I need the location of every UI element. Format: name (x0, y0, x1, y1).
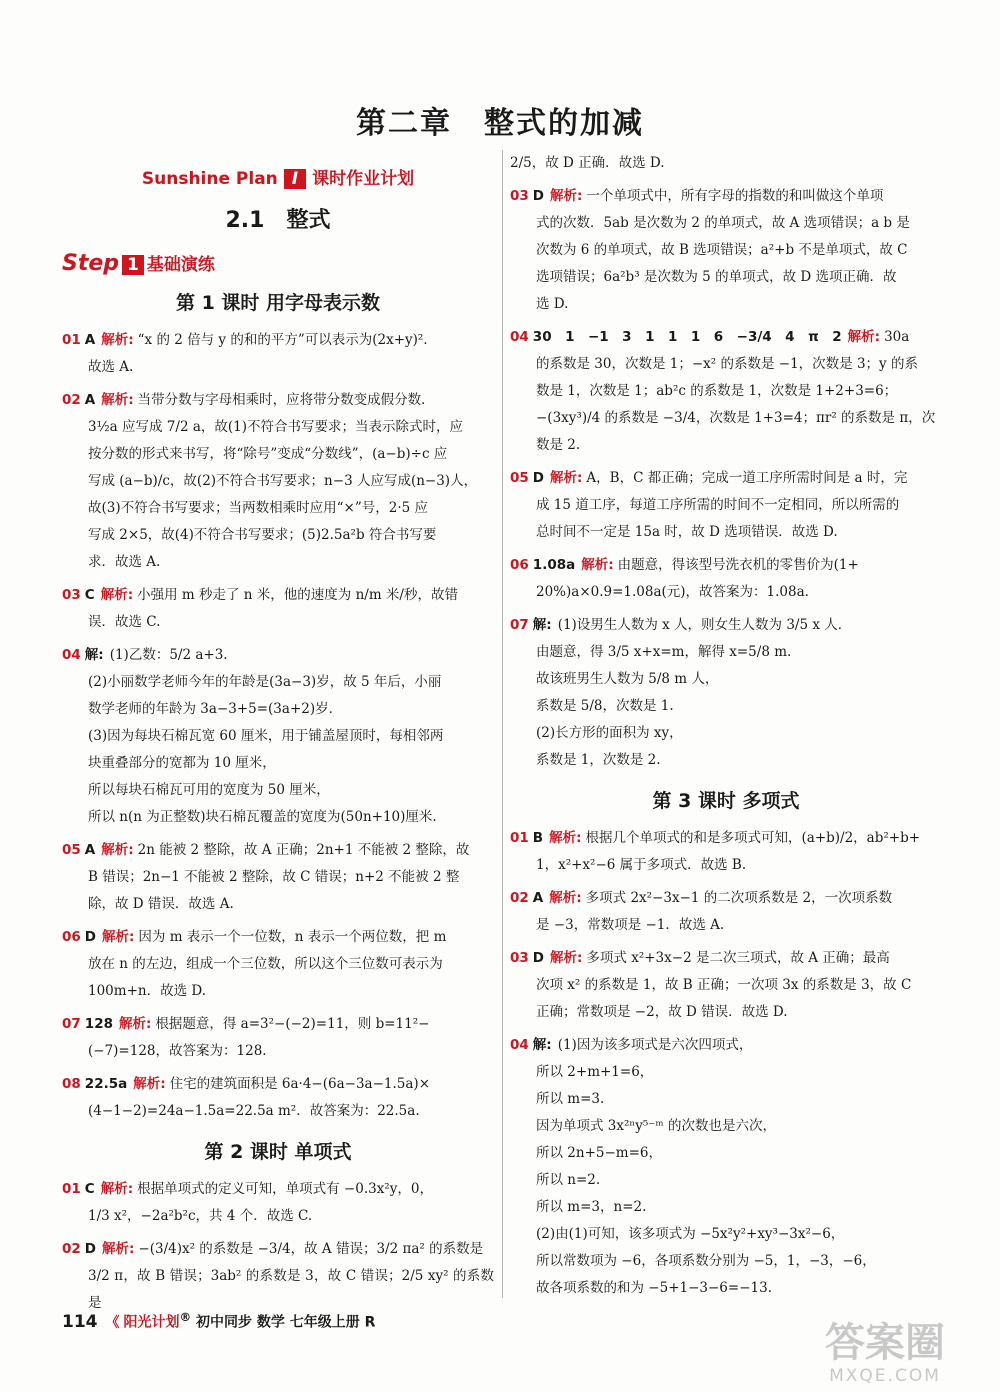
lesson-2-answers (62, 1176, 494, 1317)
question-number: 02 (62, 1241, 81, 1257)
analysis-label: 解析: (100, 1181, 134, 1197)
plan-banner (62, 164, 494, 189)
answer-text: −(3xy³)/4 的系数是 −3/4，次数是 1+3=4；πr² 的系数是 π，次 (536, 410, 936, 426)
answer-text: 次数为 6 的单项式，故 B 选项错误；a²+b 不是单项式，故 C (536, 242, 908, 258)
question-number: 03 (62, 587, 81, 603)
question-number: 02 (62, 392, 81, 408)
answer-text: 选项错误；6a²b³ 是次数为 5 的单项式，故 D 选项正确．故 (536, 269, 897, 285)
answer-text: 选 D. (536, 296, 569, 312)
question-number: 07 (62, 1016, 81, 1032)
answer-first-line (510, 183, 942, 210)
answer-text: 一个单项式中，所有字母的指数的和叫做这个单项 (586, 188, 884, 204)
step-word: Step (62, 251, 120, 276)
section-title: 2.1 整式 (225, 208, 331, 233)
answer-text: (3)因为每块石棉瓦宽 60 厘米，用于铺盖屋顶时，每相邻两 (88, 728, 444, 744)
answer-first-line (510, 552, 942, 579)
answer-item (62, 1071, 494, 1125)
answer-text: 1/3 x²，−2a²b²c，共 4 个．故选 C. (88, 1208, 313, 1224)
answer-first-line (62, 837, 494, 864)
answer-text: 所以 m=3. (536, 1091, 605, 1107)
answer-key: 解: (84, 647, 104, 663)
answer-text: 系数是 1，次数是 2. (536, 752, 661, 768)
question-number: 01 (510, 830, 529, 846)
answer-text: 放在 n 的左边，组成一个三位数，所以这个三位数可表示为 (88, 956, 443, 972)
right-column (510, 150, 942, 1308)
analysis-label: 解析: (102, 929, 135, 945)
answer-text: A，B，C 都正确；完成一道工序所需时间是 a 时，完 (586, 470, 908, 486)
answer-first-line (62, 582, 494, 609)
watermark-main: 答案圈 (825, 1320, 945, 1366)
answer-first-line (510, 150, 942, 177)
analysis-label: 解析: (101, 842, 134, 858)
answer-item (62, 387, 494, 576)
analysis-label: 解析: (847, 329, 881, 345)
answer-key: A (84, 332, 96, 348)
answer-key: A (84, 842, 96, 858)
answer-first-line (62, 1176, 494, 1203)
answer-text: 误．故选 C. (88, 614, 161, 630)
question-number: 05 (62, 842, 81, 858)
answer-key: 30 1 −1 3 1 1 1 6 −3/4 4 π 2 (532, 329, 842, 345)
answer-item (510, 1032, 942, 1302)
answer-item (510, 825, 942, 879)
answer-first-line (510, 465, 942, 492)
analysis-label: 解析: (133, 1076, 166, 1092)
analysis-label: 解析: (101, 332, 134, 348)
answer-first-line (510, 885, 942, 912)
answer-key: C (84, 587, 95, 603)
answer-text: 根据单项式的定义可知，单项式有 −0.3x²y，0， (137, 1181, 433, 1197)
analysis-label: 解析: (550, 950, 583, 966)
answer-text: 因为 m 表示一个一位数，n 表示一个两位数，把 m (138, 929, 447, 945)
answer-text: 是 −3，常数项是 −1．故选 A. (536, 917, 725, 933)
answer-item (62, 837, 494, 918)
answer-key: D (532, 188, 545, 204)
plan-badge: I (284, 169, 306, 189)
answer-text: 成 15 道工序，每道工序所需的时间不一定相同，所以所需的 (536, 497, 900, 513)
left-column (62, 150, 494, 1323)
plan-prefix: Sunshine Plan (141, 169, 278, 189)
answer-text: 按分数的形式来书写，将“除号”变成“分数线”，(a−b)÷c 应 (88, 446, 448, 462)
answer-text: 块重叠部分的宽都为 10 厘米， (88, 755, 276, 771)
answer-first-line (510, 825, 942, 852)
watermark-site: MXQE.COM (829, 1366, 941, 1386)
answer-text: 住宅的建筑面积是 6a·4−(6a−3a−1.5a)× (169, 1076, 431, 1092)
answer-text: 次项 x² 的系数是 1，故 B 正确；一次项 3x 的系数是 3，故 C (536, 977, 912, 993)
question-number: 01 (62, 332, 81, 348)
question-number: 04 (62, 647, 81, 663)
analysis-label: 解析: (550, 188, 583, 204)
footer-brand: 阳光计划 (123, 1314, 180, 1331)
double-arrow-icon: 《 (105, 1314, 120, 1331)
lesson-2-answers-cont (510, 150, 942, 774)
analysis-label: 解析: (118, 1016, 152, 1032)
answer-text: 式的次数．5ab 是次数为 2 的单项式，故 A 选项错误；a b 是 (536, 215, 910, 231)
answer-key: D (84, 929, 97, 945)
question-number: 04 (510, 1037, 529, 1053)
answer-text: 数学老师的年龄为 3a−3+5=(3a+2)岁． (88, 701, 343, 717)
answer-key: 解: (532, 1037, 552, 1053)
answer-item (510, 150, 942, 177)
answer-item (510, 612, 942, 774)
step-num: 1 (122, 255, 144, 275)
answer-key: B (532, 830, 544, 846)
answer-text: 多项式 x²+3x−2 是二次三项式，故 A 正确；最高 (586, 950, 890, 966)
chapter-title: 第二章 整式的加减 (356, 106, 644, 141)
answer-first-line (510, 612, 942, 639)
question-number: 04 (510, 329, 529, 345)
answer-text: (4−1−2)=24a−1.5a=22.5a m²．故答案为：22.5a. (88, 1103, 420, 1119)
answer-text: (−7)=128，故答案为：128. (88, 1043, 267, 1059)
answer-text: 3½a 应写成 7/2 a，故(1)不符合书写要求；当表示除式时，应 (88, 419, 463, 435)
answer-text: 根据题意，得 a=3²−(−2)=11，则 b=11²− (155, 1016, 430, 1032)
answer-item (510, 945, 942, 1026)
answer-first-line (62, 1011, 494, 1038)
analysis-label: 解析: (549, 830, 582, 846)
answer-key: C (84, 1181, 95, 1197)
answer-text: 因为单项式 3x²ⁿy⁵⁻ᵐ 的次数也是六次， (536, 1118, 776, 1134)
answer-text: 所以 2+m+1=6， (536, 1064, 654, 1080)
answer-text: 当带分数与字母相乘时，应将带分数变成假分数． (137, 392, 435, 408)
footer-book-info: 初中同步 数学 七年级上册 R (191, 1314, 376, 1331)
lesson-3-title: 第 3 课时 多项式 (652, 790, 800, 812)
step-banner (62, 250, 494, 276)
answer-item (62, 582, 494, 636)
answer-text: 故各项系数的和为 −5+1−3−6=−13. (536, 1280, 772, 1296)
answer-text: 由题意，得 3/5 x+x=m，解得 x=5/8 m. (536, 644, 792, 660)
answer-first-line (62, 327, 494, 354)
answer-text: (2)长方形的面积为 xy， (536, 725, 683, 741)
answer-text: 20%)a×0.9=1.08a(元)，故答案为：1.08a. (536, 584, 809, 600)
answer-text: (1)设男生人数为 x 人，则女生人数为 3/5 x 人． (557, 617, 852, 633)
answer-item (62, 924, 494, 1005)
answer-item (510, 552, 942, 606)
question-number: 07 (510, 617, 529, 633)
answer-first-line (510, 324, 942, 351)
answer-key: D (532, 470, 545, 486)
answer-text: 的系数是 30，次数是 1；−x² 的系数是 −1，次数是 3；y 的系 (536, 356, 918, 372)
analysis-label: 解析: (550, 470, 583, 486)
answer-text: 所以 m=3，n=2. (536, 1199, 647, 1215)
answer-text: 故(3)不符合书写要求；当两数相乘时应用“×”号，2·5 应 (88, 500, 428, 516)
registered-mark: ® (179, 1310, 192, 1324)
answer-key: D (532, 950, 545, 966)
question-number: 06 (62, 929, 81, 945)
answer-key: D (84, 1241, 97, 1257)
answer-text: 所以 n=2. (536, 1172, 601, 1188)
answer-item (62, 1011, 494, 1065)
answer-item (510, 885, 942, 939)
answer-text: 2n 能被 2 整除，故 A 正确；2n+1 不能被 2 整除，故 (137, 842, 470, 858)
answer-text: 数是 2. (536, 437, 581, 453)
answer-text: “x 的 2 倍与 y 的和的平方”可以表示为(2x+y)²． (137, 332, 437, 348)
question-number: 05 (510, 470, 529, 486)
answer-key: 22.5a (84, 1076, 128, 1092)
answer-text: 30a (884, 329, 910, 345)
answer-text: (1)因为该多项式是六次四项式， (557, 1037, 753, 1053)
answer-text: 小强用 m 秒走了 n 米，他的速度为 n/m 米/秒，故错 (137, 587, 458, 603)
answer-text: 所以 n(n 为正整数)块石棉瓦覆盖的宽度为(50n+10)厘米. (88, 809, 437, 825)
question-number: 02 (510, 890, 529, 906)
answer-text: 2/5，故 D 正确．故选 D. (510, 155, 665, 171)
answer-text: −(3/4)x² 的系数是 −3/4，故 A 错误；3/2 πa² 的系数是 (138, 1241, 484, 1257)
answer-text: 写成 2×5，故(4)不符合书写要求；(5)2.5a²b 符合书写要 (88, 527, 437, 543)
plan-suffix: 课时作业计划 (312, 169, 415, 189)
analysis-label: 解析: (102, 1241, 135, 1257)
answer-text: 除，故 D 错误．故选 A. (88, 896, 234, 912)
answer-first-line (510, 1032, 942, 1059)
analysis-label: 解析: (581, 557, 614, 573)
answer-item (62, 1236, 494, 1317)
answer-text: (2)由(1)可知，该多项式为 −5x²y²+xy³−3x²−6， (536, 1226, 845, 1242)
answer-first-line (62, 924, 494, 951)
answer-text: 由题意，得该型号洗衣机的零售价为(1+ (617, 557, 859, 573)
answer-text: B 错误；2n−1 不能被 2 整除，故 C 错误；n+2 不能被 2 整 (88, 869, 460, 885)
answer-first-line (62, 642, 494, 669)
answer-item (510, 465, 942, 546)
answer-item (62, 327, 494, 381)
answer-text: 系数是 5/8，次数是 1. (536, 698, 674, 714)
lesson-2-title: 第 2 课时 单项式 (204, 1141, 352, 1163)
answer-text: 写成 (a−b)/c，故(2)不符合书写要求；n−3 人应写成(n−3)人， (88, 473, 478, 489)
question-number: 08 (62, 1076, 81, 1092)
answer-item (62, 1176, 494, 1230)
answer-text: (2)小丽数学老师今年的年龄是(3a−3)岁，故 5 年后，小丽 (88, 674, 442, 690)
answer-text: 100m+n．故选 D. (88, 983, 206, 999)
answer-item (510, 324, 942, 459)
answer-text: 数是 1，次数是 1；ab²c 的系数是 1，次数是 1+2+3=6； (536, 383, 898, 399)
answer-first-line (62, 1236, 494, 1263)
column-divider (502, 150, 503, 1298)
answer-text: 所以常数项为 −6，各项系数分别为 −5，1，−3，−6， (536, 1253, 876, 1269)
answer-text: 故选 A. (88, 359, 134, 375)
analysis-label: 解析: (101, 392, 134, 408)
answer-first-line (62, 1071, 494, 1098)
answer-key: A (84, 392, 96, 408)
answer-text: 3/2 π，故 B 错误；3ab² 的系数是 3，故 C 错误；2/5 xy² 的系数是 (88, 1268, 494, 1311)
answer-text: 正确；常数项是 −2，故 D 错误．故选 D. (536, 1004, 788, 1020)
page-footer (62, 1310, 375, 1332)
analysis-label: 解析: (549, 890, 582, 906)
answer-text: 根据几个单项式的和是多项式可知，(a+b)/2，ab²+b+ (585, 830, 921, 846)
answer-item (510, 183, 942, 318)
answer-text: 所以 2n+5−m=6， (536, 1145, 662, 1161)
lesson-1-title: 第 1 课时 用字母表示数 (175, 292, 381, 314)
answer-text: 求．故选 A. (88, 554, 161, 570)
answer-key: 解: (532, 617, 552, 633)
answer-key: A (532, 890, 544, 906)
answer-text: 所以每块石棉瓦可用的宽度为 50 厘米， (88, 782, 330, 798)
answer-text: 1，x²+x²−6 属于多项式．故选 B. (536, 857, 747, 873)
answer-text: 总时间不一定是 15a 时，故 D 选项错误．故选 D. (536, 524, 838, 540)
answer-text: 故该班男生人数为 5/8 m 人， (536, 671, 719, 687)
analysis-label: 解析: (100, 587, 134, 603)
answer-item (62, 642, 494, 831)
question-number: 03 (510, 950, 529, 966)
answer-key: 1.08a (532, 557, 576, 573)
answer-first-line (510, 945, 942, 972)
answer-first-line (62, 387, 494, 414)
question-number: 06 (510, 557, 529, 573)
lesson-3-answers (510, 825, 942, 1302)
answer-text: 多项式 2x²−3x−1 的二次项系数是 2，一次项系数 (585, 890, 893, 906)
answer-text: (1)乙数：5/2 a+3. (109, 647, 228, 663)
question-number: 01 (62, 1181, 81, 1197)
answer-key: 128 (84, 1016, 113, 1032)
watermark-logo (800, 1320, 970, 1386)
step-label: 基础演练 (146, 255, 215, 275)
question-number: 03 (510, 188, 529, 204)
lesson-1-answers (62, 327, 494, 1125)
page-number: 114 (62, 1311, 98, 1332)
